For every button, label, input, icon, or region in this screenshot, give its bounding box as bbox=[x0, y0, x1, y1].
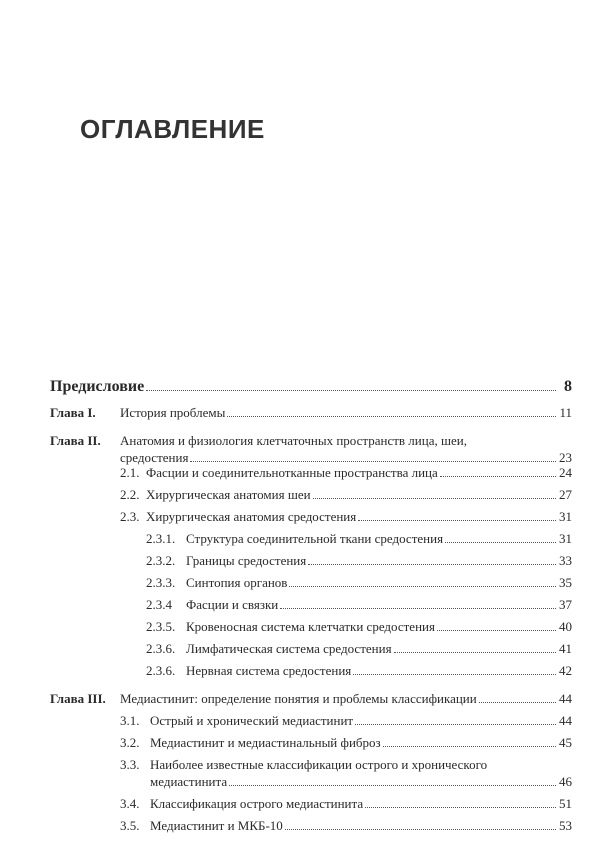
toc-entry-title: Кровеносная система клетчатки средостения bbox=[186, 619, 435, 634]
toc-entry-number: 2.3.1. bbox=[146, 531, 176, 546]
toc-entry-title: Лимфатическая система средостения bbox=[186, 641, 392, 656]
toc-entry-title: История проблемы bbox=[120, 405, 226, 420]
toc-entry-page: 37 bbox=[559, 597, 572, 612]
leader-dots bbox=[358, 509, 556, 521]
toc-entry-page: 41 bbox=[559, 641, 572, 656]
toc-entry-number: 3.2. bbox=[120, 735, 140, 750]
toc-entry[interactable] bbox=[146, 509, 572, 525]
leader-dots bbox=[355, 713, 556, 725]
toc-entry-page: 33 bbox=[559, 553, 572, 568]
toc-entry-title: Классификация острого медиастинита bbox=[150, 796, 364, 811]
toc-entry-title: Структура соединительной ткани средостения bbox=[186, 531, 444, 546]
toc-entry-title[interactable]: Анатомия и физиология клетчаточных пространств лица, шеи, bbox=[120, 433, 467, 448]
toc-entry[interactable] bbox=[120, 405, 572, 421]
toc-entry-page: 44 bbox=[559, 713, 572, 728]
leader-dots bbox=[308, 553, 556, 565]
toc-entry-number: 3.5. bbox=[120, 818, 140, 833]
toc-entry[interactable] bbox=[186, 553, 572, 569]
toc-entry-number: 2.3.2. bbox=[146, 553, 176, 568]
toc-entry[interactable] bbox=[186, 575, 572, 591]
leader-dots bbox=[394, 641, 556, 653]
toc-entry[interactable] bbox=[146, 487, 572, 503]
toc-entry-title-continued: средостения bbox=[120, 450, 189, 465]
leader-dots bbox=[229, 774, 556, 786]
toc-entry-page: 27 bbox=[559, 487, 572, 502]
toc-entry-number: 2.2. bbox=[120, 487, 140, 502]
toc-entry-number: 3.3. bbox=[120, 757, 140, 772]
leader-dots bbox=[440, 465, 556, 477]
leader-dots bbox=[227, 405, 556, 417]
toc-entry[interactable] bbox=[150, 735, 572, 751]
toc-entry-title: Хирургическая анатомия средостения bbox=[146, 509, 357, 524]
leader-dots bbox=[289, 575, 556, 587]
toc-entry-page: 31 bbox=[559, 509, 572, 524]
toc-entry-title: Границы средостения bbox=[186, 553, 307, 568]
toc-entry-number: Глава III. bbox=[50, 691, 106, 706]
toc-entry-title: Предисловие bbox=[50, 378, 145, 395]
leader-dots bbox=[280, 597, 556, 609]
toc-entry-number: Глава I. bbox=[50, 405, 96, 420]
toc-entry-page: 42 bbox=[559, 663, 572, 678]
toc-entry-number: 2.3. bbox=[120, 509, 140, 524]
leader-dots bbox=[479, 691, 556, 703]
toc-entry-page: 31 bbox=[559, 531, 572, 546]
toc-entry[interactable] bbox=[150, 713, 572, 729]
toc-entry-number: 2.3.6. bbox=[146, 663, 176, 678]
toc-entry-title[interactable]: Наиболее известные классификации острого и хронического bbox=[150, 757, 488, 772]
toc-entry[interactable] bbox=[146, 465, 572, 481]
toc-entry-number: 2.3.6. bbox=[146, 641, 176, 656]
toc-entry-page: 24 bbox=[559, 465, 572, 480]
toc-entry[interactable] bbox=[50, 378, 572, 396]
toc-entry[interactable] bbox=[120, 450, 572, 466]
toc-entry[interactable] bbox=[120, 691, 572, 707]
toc-entry-page: 46 bbox=[559, 774, 572, 789]
toc-entry-title: Медиастинит и медиастинальный фиброз bbox=[150, 735, 381, 750]
toc-entry[interactable] bbox=[150, 818, 572, 834]
toc-entry-page: 35 bbox=[559, 575, 572, 590]
toc-entry-page: 23 bbox=[559, 450, 572, 465]
toc-entry-title: Острый и хронический медиастинит bbox=[150, 713, 354, 728]
toc-entry-page: 44 bbox=[559, 691, 572, 706]
toc-entry-title: Хирургическая анатомия шеи bbox=[146, 487, 311, 502]
leader-dots bbox=[445, 531, 556, 543]
toc-entry[interactable] bbox=[186, 597, 572, 613]
toc-entry-title: Нервная система средостения bbox=[186, 663, 352, 678]
toc-entry-title: Фасции и соединительнотканные пространства лица bbox=[146, 465, 438, 480]
toc-entry-title: Фасции и связки bbox=[186, 597, 279, 612]
toc-entry-number: Глава II. bbox=[50, 433, 101, 448]
toc-entry[interactable] bbox=[186, 619, 572, 635]
leader-dots bbox=[437, 619, 556, 631]
toc-entry[interactable] bbox=[186, 531, 572, 547]
toc-entry[interactable] bbox=[186, 641, 572, 657]
toc-entry-number: 2.3.3. bbox=[146, 575, 176, 590]
toc-entry-number: 3.1. bbox=[120, 713, 140, 728]
leader-dots bbox=[365, 796, 556, 808]
toc-entry-number: 2.3.4 bbox=[146, 597, 172, 612]
toc-entry-page: 8 bbox=[564, 378, 572, 395]
leader-dots bbox=[353, 663, 556, 675]
leader-dots bbox=[285, 818, 556, 830]
toc-entry-page: 11 bbox=[559, 405, 572, 420]
toc-entry-title: Медиастинит и МКБ-10 bbox=[150, 818, 283, 833]
leader-dots bbox=[383, 735, 556, 747]
toc-entry-page: 45 bbox=[559, 735, 572, 750]
toc-entry[interactable] bbox=[150, 796, 572, 812]
toc-entry[interactable] bbox=[186, 663, 572, 679]
page-title: ОГЛАВЛЕНИЕ bbox=[80, 114, 265, 144]
toc-entry-number: 2.3.5. bbox=[146, 619, 176, 634]
leader-dots bbox=[190, 450, 556, 462]
toc-entry-page: 53 bbox=[559, 818, 572, 833]
toc-entry-page: 51 bbox=[559, 796, 572, 811]
toc-entry-title-continued: медиастинита bbox=[150, 774, 228, 789]
toc-entry-title: Медиастинит: определение понятия и проблемы классификации bbox=[120, 691, 477, 706]
toc-entry[interactable] bbox=[150, 774, 572, 790]
toc-entry-page: 40 bbox=[559, 619, 572, 634]
toc-entry-title: Синтопия органов bbox=[186, 575, 288, 590]
toc-entry-number: 3.4. bbox=[120, 796, 140, 811]
leader-dots bbox=[313, 487, 556, 499]
leader-dots bbox=[146, 379, 556, 391]
toc-entry-number: 2.1. bbox=[120, 465, 140, 480]
